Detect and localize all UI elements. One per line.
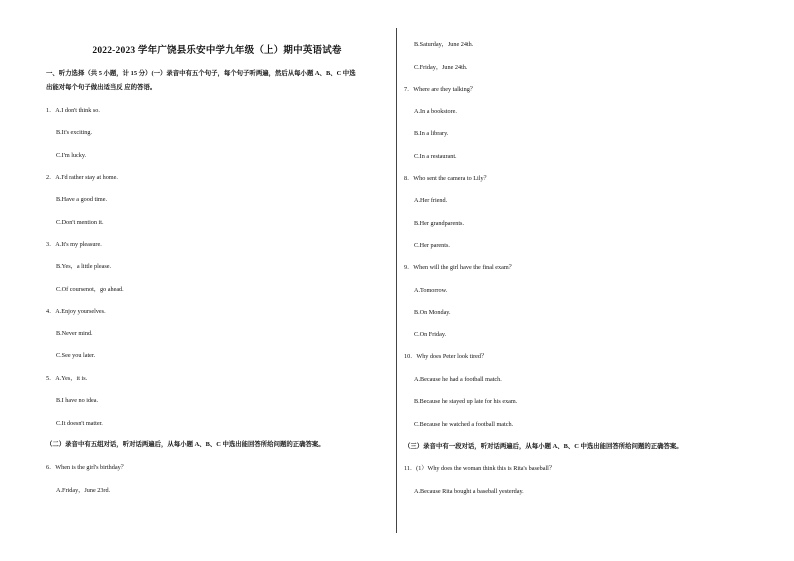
question-9-option-b: B.On Monday.: [414, 309, 451, 316]
question-2-option-c: C.Don't mention it.: [56, 219, 104, 226]
question-3-option-c: C.Of coursenot，go ahead.: [56, 286, 124, 293]
question-9-option-c: C.On Friday.: [414, 331, 447, 338]
question-2-option-b: B.Have a good time.: [56, 196, 108, 203]
section-3-instructions: （三）录音中有一段对话，听对话两遍后，从每小题 A、B、C 中选出能回答所给问题的正确答案。: [404, 443, 683, 450]
question-4: 4．A.Enjoy yourselves.: [46, 308, 106, 315]
question-9-option-a: A.Tomorrow.: [414, 287, 448, 294]
question-5-option-b: B.I have no idea.: [56, 397, 99, 404]
exam-title: 2022-2023 学年广饶县乐安中学九年级（上）期中英语试卷: [92, 46, 342, 56]
question-9: 9．When will the girl have the final exam？: [404, 264, 515, 271]
question-10-option-b: B.Because he stayed up late for his exam.: [414, 398, 518, 405]
column-divider: [396, 28, 397, 533]
section-1-instructions-cont: 出能对每个句子做出适当反 应的答语。: [46, 84, 157, 91]
question-8-option-a: A.Her friend.: [414, 197, 448, 204]
question-1-option-c: C.I'm lucky.: [56, 152, 87, 159]
question-1-option-b: B.It's exciting.: [56, 129, 93, 136]
question-7-option-a: A.In a bookstore.: [414, 108, 457, 115]
question-6: 6．When is the girl's birthday？: [46, 464, 127, 471]
question-1: 1．A.I don't think so.: [46, 107, 100, 114]
question-5-option-c: C.It doesn't matter.: [56, 420, 103, 427]
question-6-option-a: A.Friday，June 23rd.: [56, 487, 111, 494]
question-3-option-b: B.Yes，a little please.: [56, 263, 112, 270]
question-10-option-c: C.Because he watched a football match.: [414, 421, 514, 428]
question-7-option-c: C.In a restaurant.: [414, 153, 457, 160]
question-4-option-b: B.Never mind.: [56, 330, 93, 337]
question-4-option-c: C.See you later.: [56, 352, 96, 359]
question-10: 10．Why does Peter look tired？: [404, 353, 488, 360]
question-7-option-b: B.In a library.: [414, 130, 449, 137]
question-10-option-a: A.Because he had a football match.: [414, 376, 502, 383]
question-8-option-c: C.Her parents.: [414, 242, 450, 249]
question-3: 3．A.It's my pleasure.: [46, 241, 102, 248]
section-2-instructions: （二）录音中有五组对话，听对话两遍后，从每小题 A、B、C 中选出能回答所给问题的正确答案。: [46, 441, 325, 448]
question-7: 7．Where are they talking？: [404, 86, 476, 93]
question-8-option-b: B.Her grandparents.: [414, 220, 464, 227]
question-6-option-c: C.Friday，June 24th.: [414, 64, 468, 71]
question-11: 11．(1）Why does the woman think this is Rita's baseball？: [404, 465, 556, 472]
question-11-option-a: A.Because Rita bought a baseball yesterday.: [414, 488, 524, 495]
section-1-instructions: 一、听力选择（共 5 小题，计 15 分）(一）录音中有五个句子，每个句子听两遍，然后从每小题 A、B、C 中选: [46, 70, 356, 77]
question-8: 8．Who sent the camera to Lily？: [404, 175, 490, 182]
question-6-option-b: B.Saturday，June 24th.: [414, 41, 474, 48]
question-2: 2．A.I'd rather stay at home.: [46, 174, 118, 181]
question-5: 5．A.Yes，it is.: [46, 375, 88, 382]
